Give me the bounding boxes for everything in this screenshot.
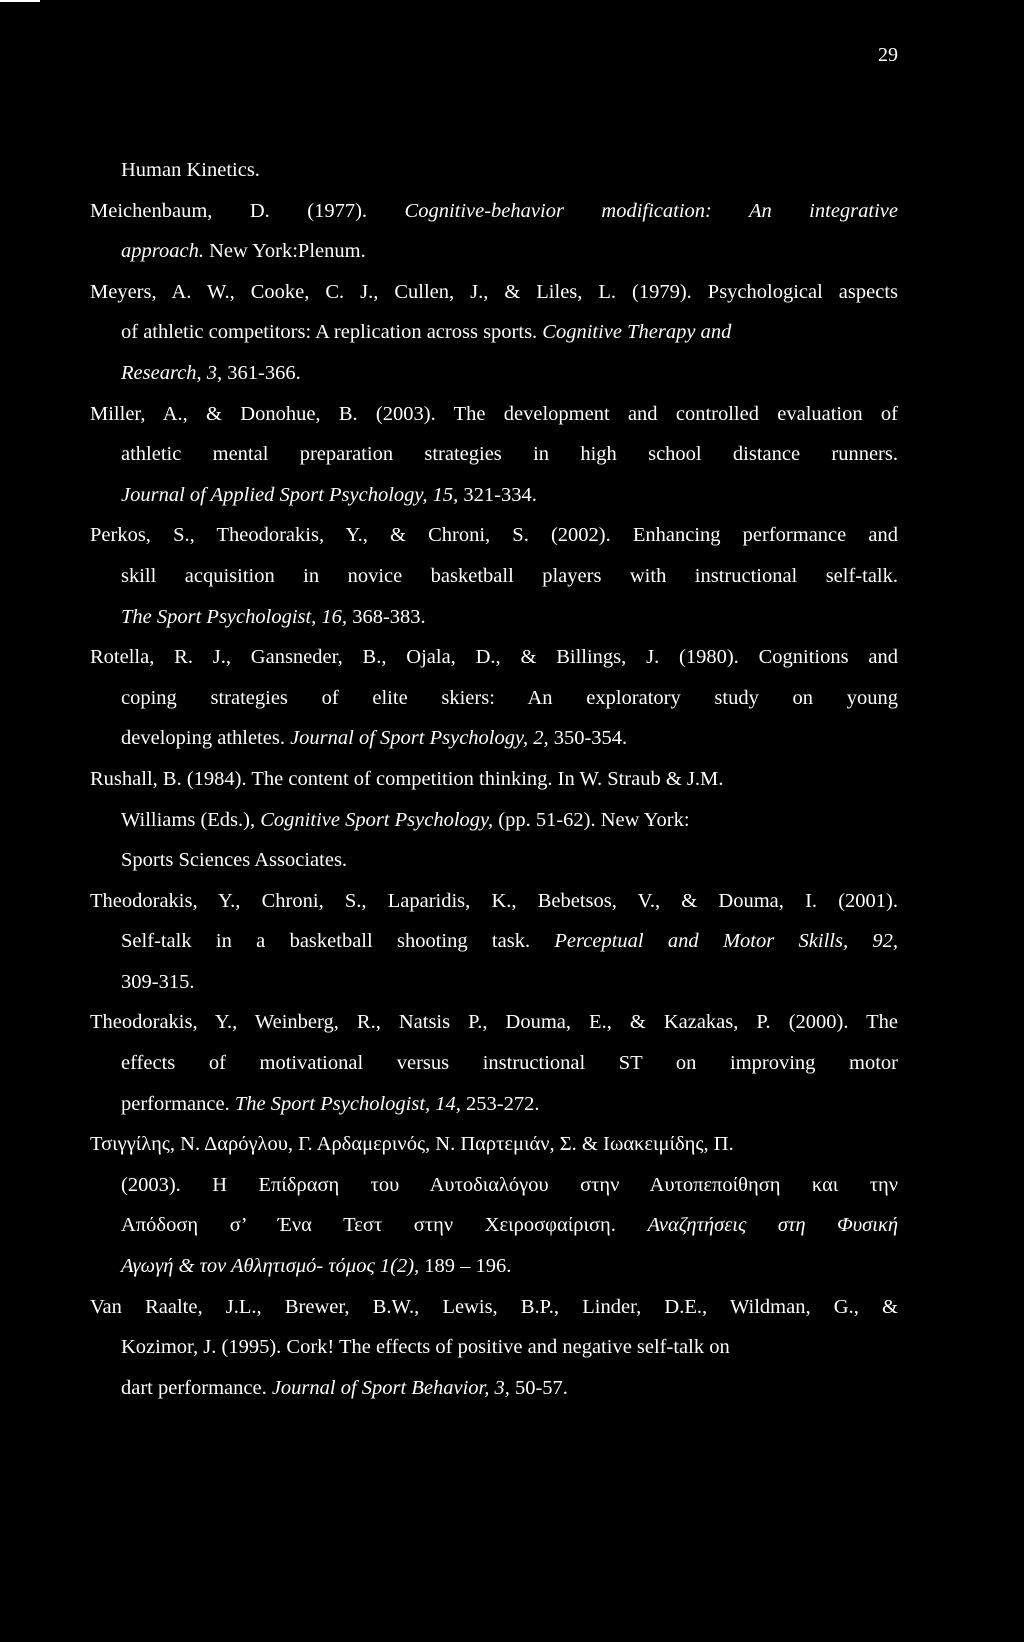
reference-italic-text: The Sport Psychologist, 14, bbox=[234, 1092, 461, 1115]
reference-line bbox=[90, 1084, 898, 1125]
reference-text: Self-talk in a basketball shooting task. bbox=[121, 930, 555, 953]
reference-entry bbox=[90, 1287, 898, 1409]
reference-text: 350-354. bbox=[548, 727, 628, 750]
reference-list bbox=[90, 150, 898, 1408]
reference-text: (pp. 51-62). New York: bbox=[498, 808, 690, 831]
reference-text: Kozimor, J. (1995). Cork! The effects of positive and negative self-talk on bbox=[121, 1336, 730, 1359]
reference-italic-text: Journal of Sport Psychology, 2, bbox=[290, 727, 549, 750]
reference-text: skill acquisition in novice basketball players with instructional self-talk. bbox=[121, 564, 898, 587]
reference-text: Sports Sciences Associates. bbox=[121, 849, 348, 872]
reference-text: athletic mental preparation strategies in high school distance runners. bbox=[121, 443, 898, 466]
reference-text: Meichenbaum, D. (1977). bbox=[90, 199, 405, 222]
reference-text: Rotella, R. J., Gansneder, B., Ojala, D., & Billings, J. (1980). Cognitions and bbox=[90, 646, 898, 669]
reference-text: Human Kinetics. bbox=[121, 159, 260, 181]
reference-line bbox=[90, 881, 898, 922]
reference-italic-text: Perceptual and Motor Skills, 92, bbox=[554, 930, 898, 953]
reference-italic-text: Αναζητήσεις στη Φυσική bbox=[647, 1214, 898, 1237]
reference-line bbox=[90, 191, 898, 232]
reference-text: Meyers, A. W., Cooke, C. J., Cullen, J., & Liles, L. (1979). Psychological aspects bbox=[90, 280, 898, 303]
reference-line bbox=[90, 515, 898, 556]
reference-text: 309-315. bbox=[121, 970, 195, 993]
reference-text: 321-334. bbox=[458, 483, 537, 506]
reference-line bbox=[90, 1205, 898, 1246]
reference-line bbox=[90, 759, 898, 800]
reference-text: (2003). Η Επίδραση του Αυτοδιαλόγου στην Αυτοπεποίθηση και την bbox=[121, 1173, 898, 1196]
reference-text: developing athletes. bbox=[121, 727, 291, 750]
reference-line bbox=[90, 231, 898, 272]
reference-text: performance. bbox=[121, 1092, 235, 1115]
reference-text: 50-57. bbox=[509, 1376, 568, 1399]
reference-text: Απόδοση σ’ Ένα Τεστ στην Χειροσφαίριση. bbox=[121, 1214, 648, 1237]
reference-text: Williams (Eds.), bbox=[121, 808, 261, 831]
reference-line bbox=[90, 434, 898, 475]
reference-line bbox=[90, 1165, 898, 1206]
reference-line bbox=[90, 1287, 898, 1328]
reference-text: effects of motivational versus instructional ST on improving motor bbox=[121, 1052, 898, 1075]
reference-line bbox=[90, 312, 898, 353]
reference-entry bbox=[90, 394, 898, 516]
reference-entry bbox=[90, 515, 898, 637]
reference-line bbox=[90, 556, 898, 597]
reference-entry bbox=[90, 759, 898, 881]
reference-text: 189 – 196. bbox=[419, 1255, 512, 1278]
reference-text: of athletic competitors: A replication across sports. bbox=[121, 321, 543, 344]
reference-italic-text: Cognitive Therapy and bbox=[542, 321, 732, 344]
reference-text: Rushall, B. (1984). The content of competition thinking. In W. Straub & J.M. bbox=[90, 767, 724, 790]
reference-line bbox=[90, 475, 898, 516]
reference-line bbox=[90, 394, 898, 435]
reference-text: 368-383. bbox=[347, 605, 426, 628]
reference-line bbox=[90, 353, 898, 394]
reference-text: Perkos, S., Theodorakis, Y., & Chroni, S. (2002). Enhancing performance and bbox=[90, 524, 898, 547]
reference-italic-text: Cognitive Sport Psychology, bbox=[260, 808, 499, 831]
reference-entry bbox=[90, 272, 898, 394]
reference-line bbox=[90, 962, 898, 1003]
reference-line bbox=[90, 1124, 898, 1165]
reference-line bbox=[90, 921, 898, 962]
reference-text: Theodorakis, Y., Weinberg, R., Natsis P., Douma, E., & Kazakas, P. (2000). The bbox=[90, 1011, 898, 1034]
reference-entry bbox=[90, 1124, 898, 1286]
reference-text: Miller, A., & Donohue, B. (2003). The development and controlled evaluation of bbox=[90, 402, 898, 425]
reference-entry bbox=[90, 191, 898, 272]
reference-entry bbox=[90, 637, 898, 759]
reference-italic-text: The Sport Psychologist, 16, bbox=[121, 605, 348, 628]
reference-text: Τσιγγίλης, Ν. Δαρόγλου, Γ. Αρδαμερινός, Ν. Παρτεμιάν, Σ. & Ιωακειμίδης, Π. bbox=[90, 1133, 734, 1156]
reference-entry bbox=[90, 881, 898, 1003]
reference-italic-text: Research, 3, bbox=[121, 361, 223, 384]
reference-text: dart performance. bbox=[121, 1376, 272, 1399]
reference-text: Van Raalte, J.L., Brewer, B.W., Lewis, B.P., Linder, D.E., Wildman, G., & bbox=[90, 1295, 898, 1318]
reference-line bbox=[90, 272, 898, 313]
reference-entry bbox=[90, 150, 898, 191]
reference-line bbox=[90, 597, 898, 638]
reference-text: Theodorakis, Y., Chroni, S., Laparidis, K., Bebetsos, V., & Douma, I. (2001). bbox=[90, 889, 898, 912]
reference-text: coping strategies of elite skiers: An exploratory study on young bbox=[121, 686, 898, 709]
reference-line bbox=[90, 150, 898, 191]
reference-line bbox=[90, 800, 898, 841]
reference-text: 253-272. bbox=[460, 1092, 540, 1115]
reference-text: New York:Plenum. bbox=[203, 240, 366, 263]
reference-line bbox=[90, 1327, 898, 1368]
reference-line bbox=[90, 718, 898, 759]
reference-italic-text: Journal of Applied Sport Psychology, 15, bbox=[121, 483, 459, 506]
top-rule bbox=[0, 0, 40, 2]
reference-italic-text: Cognitive-behavior modification: An integrative bbox=[404, 199, 898, 222]
reference-line bbox=[90, 637, 898, 678]
reference-line bbox=[90, 1043, 898, 1084]
reference-italic-text: Αγωγή & τον Αθλητισμό- τόμος 1(2), bbox=[121, 1255, 420, 1278]
reference-line bbox=[90, 840, 898, 881]
reference-line bbox=[90, 1368, 898, 1409]
reference-line bbox=[90, 678, 898, 719]
reference-line bbox=[90, 1246, 898, 1287]
reference-italic-text: approach. bbox=[121, 240, 204, 263]
reference-entry bbox=[90, 1002, 898, 1124]
reference-text: 361-366. bbox=[222, 361, 301, 384]
page-number: 29 bbox=[878, 44, 898, 66]
reference-line bbox=[90, 1002, 898, 1043]
reference-italic-text: Journal of Sport Behavior, 3, bbox=[271, 1376, 510, 1399]
